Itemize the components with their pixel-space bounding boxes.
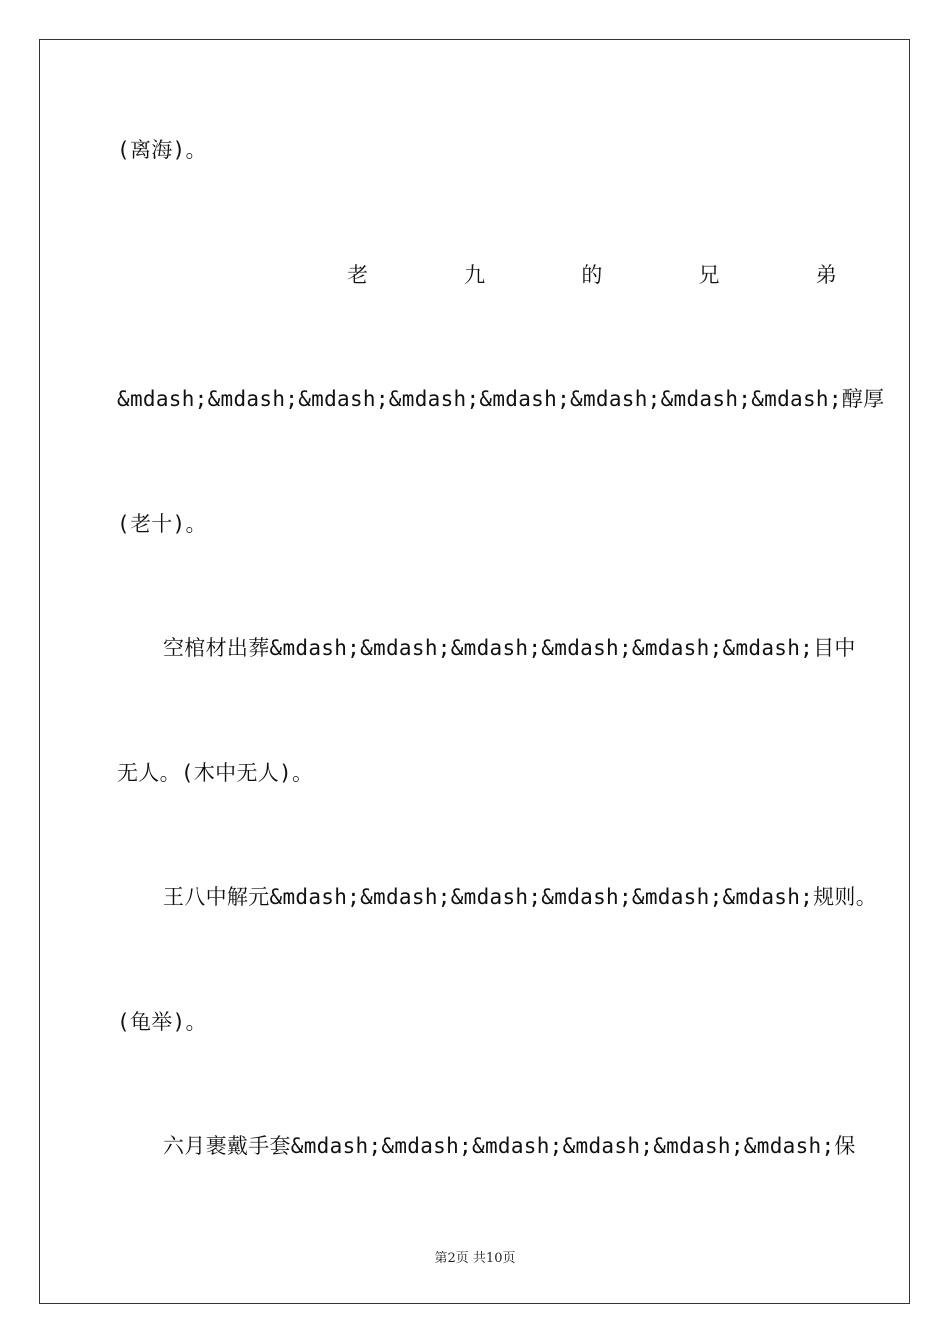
spread-char: 的 xyxy=(581,263,603,287)
page-frame xyxy=(39,39,910,1304)
spread-char: 兄 xyxy=(698,263,720,287)
text-line: 六月裹戴手套&mdash;&mdash;&mdash;&mdash;&mdash;&mdash;保 xyxy=(163,1134,856,1158)
text-line: 无人。(木中无人)。 xyxy=(117,761,314,785)
text-line: (老十)。 xyxy=(117,512,207,536)
text-line: 空棺材出葬&mdash;&mdash;&mdash;&mdash;&mdash;&mdash;目中 xyxy=(163,636,856,660)
spread-char: 老 xyxy=(347,263,369,287)
text-line: (龟举)。 xyxy=(117,1010,207,1034)
text-line: 王八中解元&mdash;&mdash;&mdash;&mdash;&mdash;&mdash;规则。 xyxy=(163,885,878,909)
spread-char: 九 xyxy=(464,263,486,287)
spread-char: 弟 xyxy=(815,263,837,287)
spread-text-line xyxy=(347,262,837,288)
text-line: &mdash;&mdash;&mdash;&mdash;&mdash;&mdash;&mdash;&mdash;醇厚 xyxy=(117,387,885,411)
text-line: (离海)。 xyxy=(117,138,207,162)
page-footer: 第2页 共10页 xyxy=(434,1251,516,1266)
